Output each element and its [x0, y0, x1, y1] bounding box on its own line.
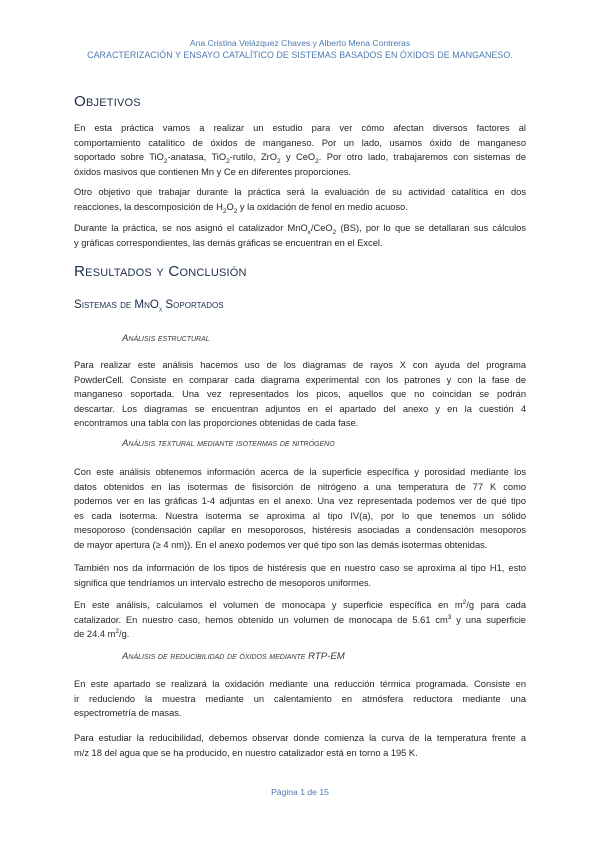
heading-analisis-reducibilidad: Análisis de reducibilidad de óxidos mediante RTP-EM	[122, 651, 345, 662]
text-line: manganeso soportada. Una vez representados los picos, aquellos que no coincidan se podrán	[74, 389, 526, 399]
text-line: catalizador. En nuestro caso, hemos obtenido un volumen de monocapa de 5.61 $cm^3$ y una superficie	[74, 613, 526, 625]
text-line: m/z 18 del agua que se ha producido, en nuestro catalizador está en torno a 195 K.	[74, 747, 418, 758]
text-line: espectrometría de masas.	[74, 708, 182, 718]
header-authors: Ana Cristina Velázquez Chaves y Alberto Mena Contreras	[189, 38, 411, 48]
page-footer: Página 1 de 15	[271, 787, 329, 797]
text-line: reacciones, la descomposición de $H_2O_2$ y la oxidación de fenol en medio acuoso.	[74, 201, 408, 215]
text-line: encontramos una tabla con las proporciones obtenidas de cada fase.	[74, 418, 359, 428]
text-line: óxidos masivos que contienen Mn y Ce en diferentes proporciones.	[74, 166, 351, 177]
paragraph-analisis-textural-1	[74, 465, 526, 552]
text-line: podemos ver en las gráficas 1-4 adjuntas en el anexo. Una vez representada podemos ver de qué tipo	[74, 496, 526, 506]
text-line: PowderCell. Consiste en comparar cada diagrama experimental con los patrones y con la fase de	[74, 374, 526, 385]
paragraph-objetivos-3	[74, 221, 526, 250]
paragraph-analisis-textural-3	[74, 598, 526, 642]
text-line: descartar. Los diagramas se encuentran adjuntos en el apartado del anexo y en la cuestión 4	[74, 403, 526, 414]
text-line: Para realizar este análisis hacemos uso de los diagramas de rayos X con ayuda del programa	[74, 360, 526, 370]
section-title-resultados: Resultados y Conclusión	[74, 263, 247, 280]
text-line: Con este análisis obtenemos información acerca de la superficie específica y porosidad mediante los	[74, 467, 526, 477]
text-line: En este análisis, calculamos el volumen de monocapa y superficie específica en $m^2/g$ para cada	[74, 598, 527, 610]
page-header	[0, 37, 600, 61]
text-line: También nos da información de los tipos de histéresis que en nuestro caso se aproxima al tipo H1, esto	[74, 563, 526, 573]
text-line: de mayor apertura (≥ 4 nm)). En el anexo podemos ver qué tipo son las demás isotermas obtenidas.	[74, 539, 488, 550]
paragraph-reducibilidad-1	[74, 677, 526, 721]
text-line: mesoporoso (condensación capilar en mesoporosos, histéresis asociadas a condensación mesoporos	[74, 525, 526, 535]
paragraph-reducibilidad-2	[74, 731, 526, 760]
header-subtitle: CARACTERIZACIÓN Y ENSAYO CATALÍTICO DE SISTEMAS BASADOS EN ÓXIDOS DE MANGANESO.	[87, 50, 513, 60]
text-line: Para estudiar la reducibilidad, debemos observar donde comienza la curva de la temperatura frente a	[74, 733, 526, 743]
paragraph-objetivos-1	[74, 121, 526, 179]
paragraph-objetivos-2	[74, 185, 526, 214]
text-line: soportado sobre TiO$_2$-anatasa, TiO$_2$-rutilo, ZrO$_2$ y CeO$_2$. Por otro lado, trabajaremos con sistemas de	[74, 152, 526, 165]
text-line: es cada isoterma. Nuestra isoterma se aproxima al tipo IV(a), por lo que tenemos un sólido	[74, 510, 526, 521]
text-line: comportamiento catalítico de óxidos de manganeso. Por un lado, usamos óxido de manganeso	[74, 137, 526, 148]
subsection-title-sistemas: Sistemas de MnO$_x$ Soportados	[74, 298, 224, 314]
text-line: Durante la práctica, se nos asignó el catalizador MnO$_x$/CeO$_2$ (BS), por lo que se detallaran sus cálculos	[74, 223, 526, 236]
heading-analisis-estructural: Análisis estructural	[122, 333, 210, 344]
text-line: Otro objetivo que trabajar durante la práctica será la evaluación de su actividad catalítica en dos	[74, 187, 526, 197]
section-title-objetivos: Objetivos	[74, 93, 141, 110]
text-line: En esta práctica vamos a realizar un estudio para ver cómo afectan diversos factores al	[74, 123, 526, 133]
text-line: de 24.4 $m^2/g$.	[74, 627, 130, 639]
paragraph-analisis-estructural	[74, 358, 526, 431]
text-line: significa que tendríamos un intervalo estrecho de mesoporos uniformes.	[74, 577, 372, 588]
text-line: ir reduciendo la muestra mediante un calentamiento en atmósfera reductora mediante una	[74, 693, 526, 704]
paragraph-analisis-textural-2	[74, 561, 526, 590]
heading-analisis-textural: Análisis textural mediante isotermas de nitrógeno	[122, 438, 335, 449]
text-line: datos obtenidos en las isotermas de fisisorción de nitrógeno a una temperatura de 77 K como	[74, 481, 526, 492]
text-line: y gráficas correspondientes, las demás gráficas se encuentran en el Excel.	[74, 237, 383, 248]
text-line: En este apartado se realizará la oxidación mediante una reducción térmica programada. Consiste en	[74, 679, 526, 689]
